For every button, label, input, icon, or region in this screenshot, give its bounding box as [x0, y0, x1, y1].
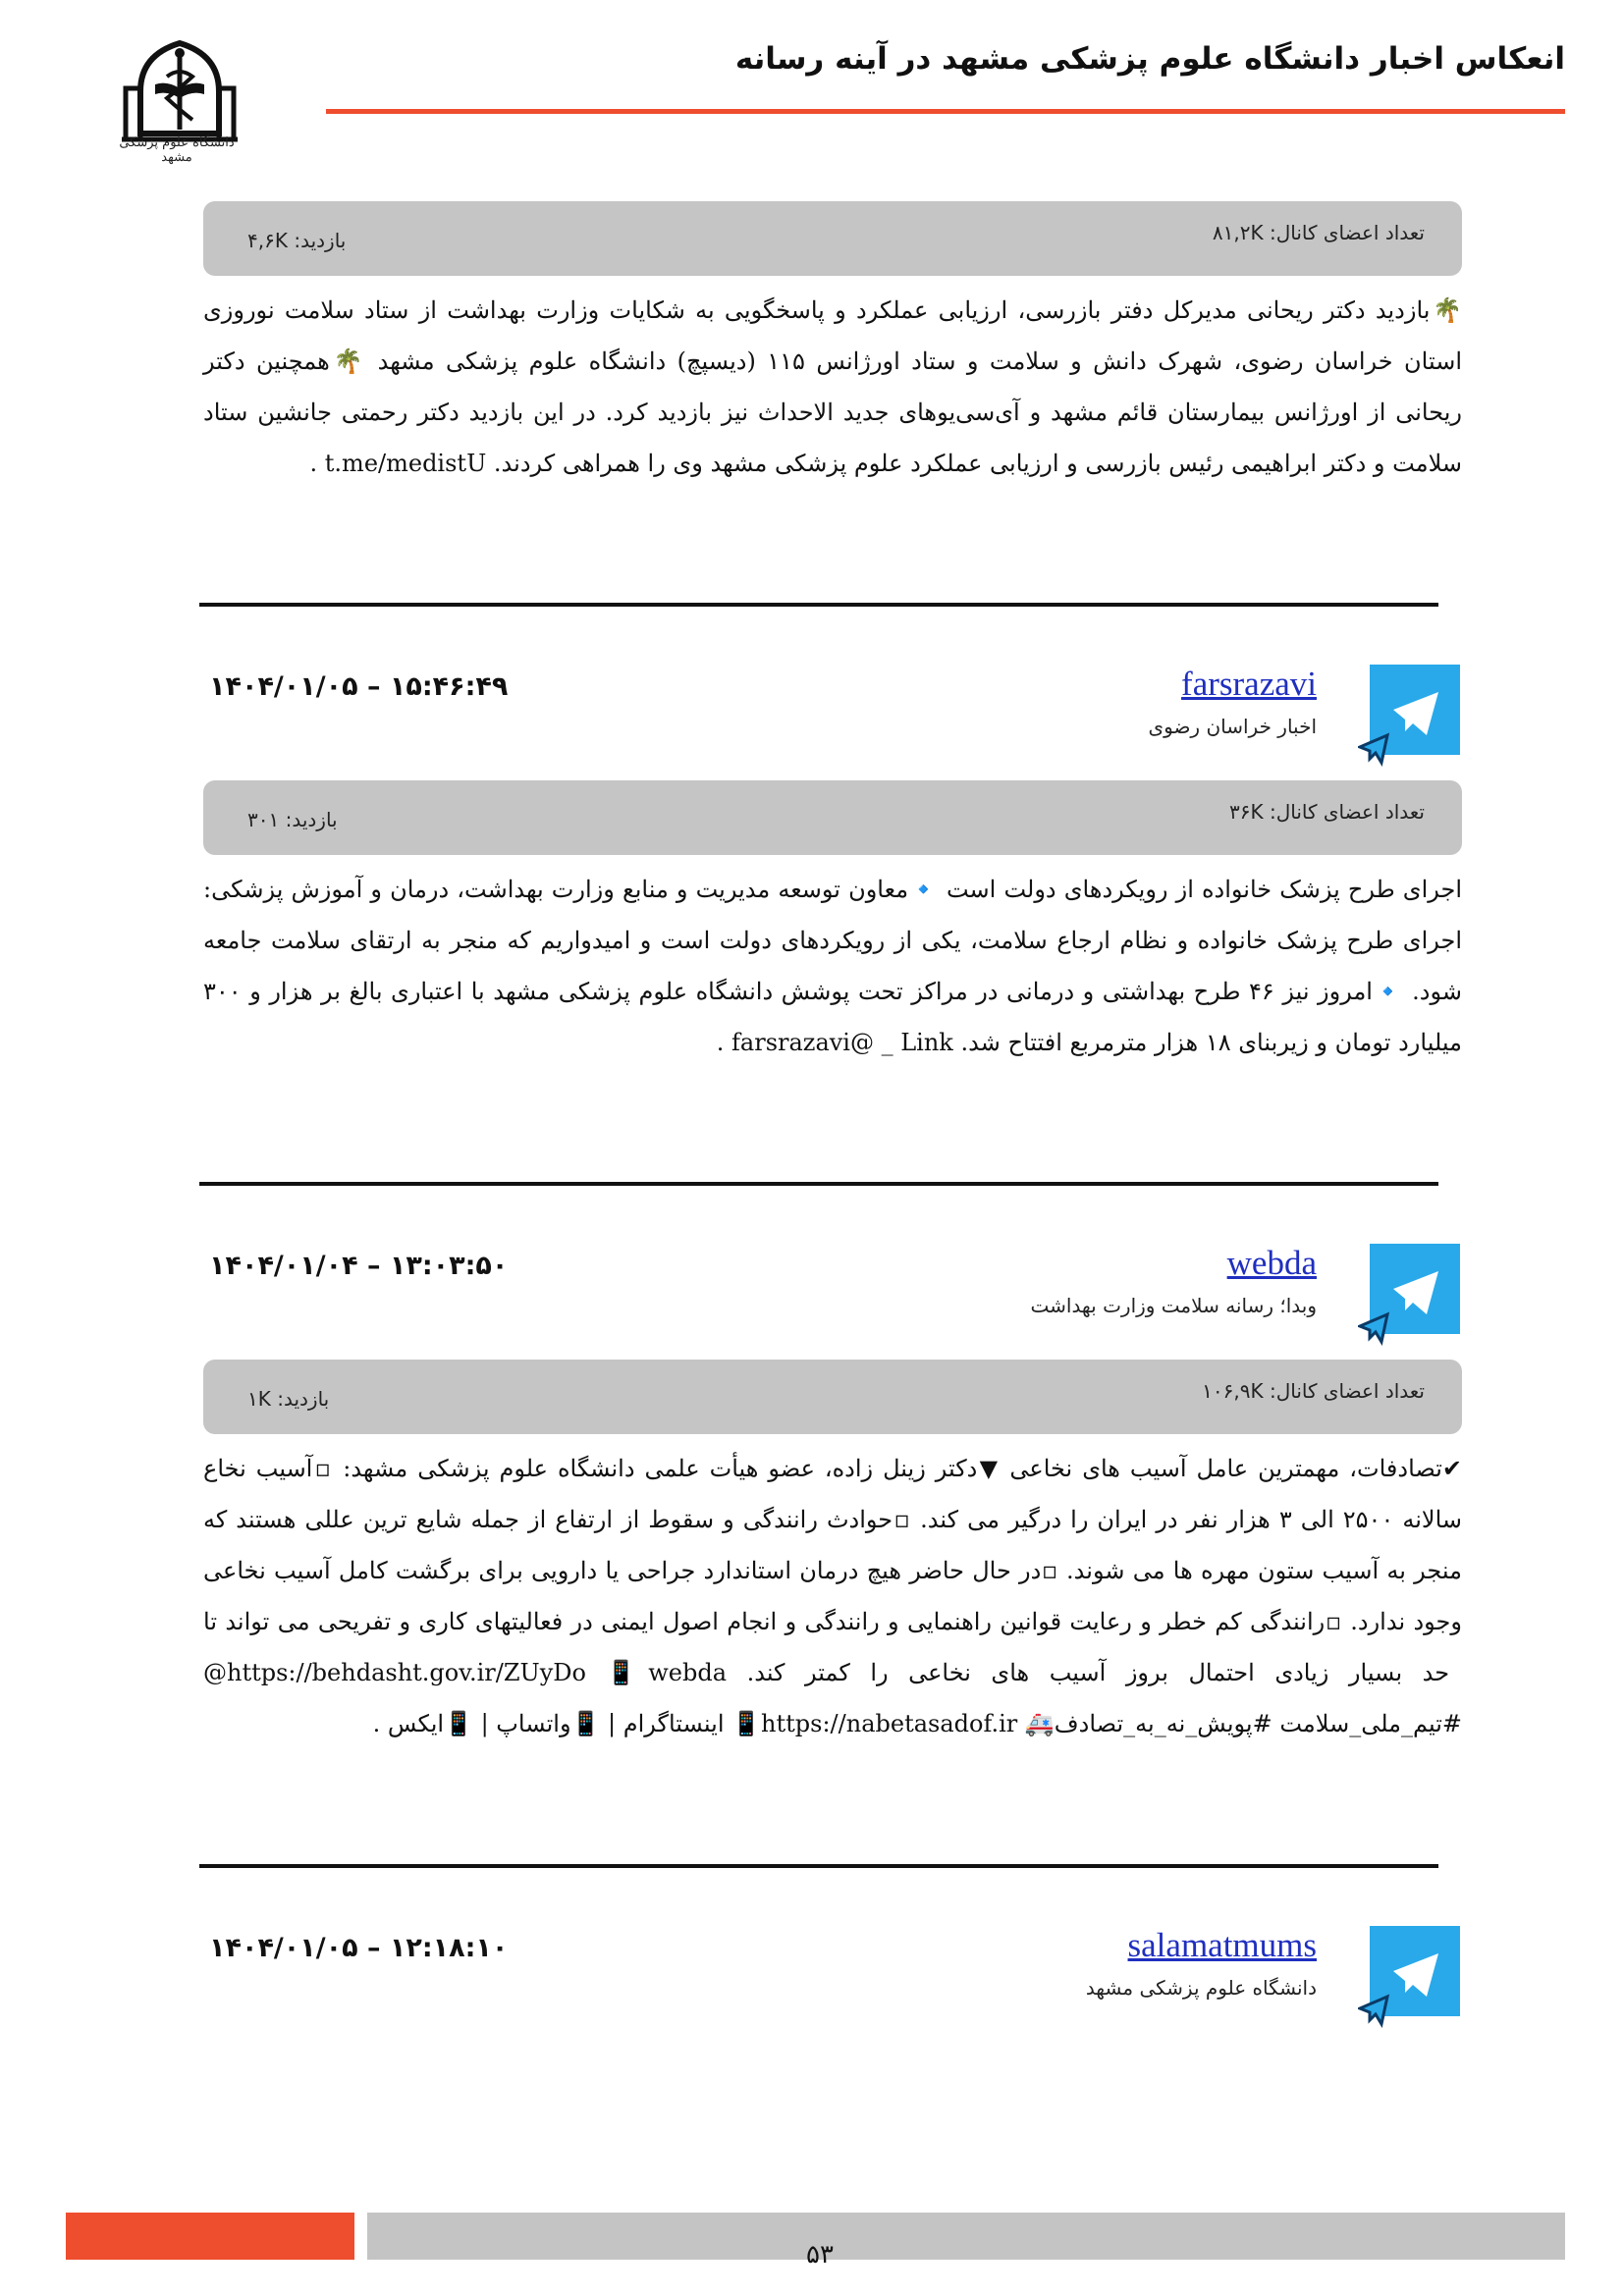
post-timestamp: ۱۴۰۴/۰۱/۰۵ – ۱۲:۱۸:۱۰ [209, 1933, 509, 1963]
telegram-icon [1358, 1926, 1460, 2028]
post-text: اجرای طرح پزشک خانواده از رویکردهای دولت است 🔹معاون توسعه مدیریت و منابع وزارت بهداشت، درمان و آموزش پزشکی: اجرای طرح پزشک خانواده و نظام ارجاع سلامت، یکی از رویکردهای دولت است و امیدواریم که منجر به ارتقای سلامت جامعه شود. 🔹امروز نیز ۴۶ طرح بهداشتی و درمانی در مراکز تحت پوشش دانشگاه علوم پزشکی مشهد با اعتباری بالغ بر هزار و ۳۰۰ میلیارد تومان و زیربنای ۱۸ هزار مترمربع افتتاح شد. farsrazavi@ _ Link . [203, 876, 1462, 1056]
channel-name: وبدا؛ رسانه سلامت وزارت بهداشت [1030, 1294, 1317, 1317]
telegram-icon [1358, 665, 1460, 767]
view-count: بازدید: ۱K [247, 1387, 330, 1411]
page-number: ۵۳ [806, 2240, 834, 2269]
channel-link[interactable]: webda [1226, 1244, 1317, 1282]
post-divider [199, 603, 1438, 607]
post-timestamp: ۱۴۰۴/۰۱/۰۴ – ۱۳:۰۳:۵۰ [209, 1251, 509, 1281]
page-header-title: انعکاس اخبار دانشگاه علوم پزشکی مشهد در آینه رسانه [734, 41, 1565, 77]
channel-link[interactable]: salamatmums [1127, 1926, 1317, 1964]
logo-caption: دانشگاه علوم پزشکی مشهد [119, 135, 235, 165]
post-stats-bar [203, 780, 1462, 855]
post-timestamp: ۱۴۰۴/۰۱/۰۵ – ۱۵:۴۶:۴۹ [209, 671, 509, 702]
header-accent-line [326, 109, 1565, 114]
channel-name: اخبار خراسان رضوی [1148, 715, 1317, 738]
channel-member-count: تعداد اعضای کانال: ۱۰۶,۹K [1202, 1379, 1425, 1403]
post-text: 🌴بازدید دکتر ریحانی مدیرکل دفتر بازرسی، ارزیابی عملکرد و پاسخگویی به شکایات وزارت بهداشت از ستاد سلامت نوروزی استان خراسان رضوی، شهرک دانش و سلامت و ستاد اورژانس ۱۱۵ (دیسپچ) دانشگاه علوم پزشکی مشهد 🌴همچنین دکتر ریحانی از اورژانس بیمارستان قائم مشهد و آی‌سی‌یوهای جدید الاحداث نیز بازدید کرد. در این بازدید دکتر رحمتی جانشین ستاد سلامت و دکتر ابراهیمی رئیس بازرسی و ارزیابی عملکرد علوم پزشکی مشهد وی را همراهی کردند. t.me/medistU . [203, 296, 1462, 477]
post-divider [199, 1864, 1438, 1868]
post-text: ✔تصادفات، مهمترین عامل آسیب های نخاعی ▼دکتر زینل زاده، عضو هیأت علمی دانشگاه علوم پزشکی مشهد: ▫آسیب نخاع سالانه ۲۵۰۰ الی ۳ هزار نفر در ایران را درگیر می کند. ▫حوادث رانندگی و سقوط از ارتفاع از جمله شایع ترین عللی هستند که منجر به آسیب ستون مهره ها می شوند. ▫در حال حاضر هیچ درمان استاندارد جراحی یا دارویی برای برگشت کامل آسیب نخاعی وجود ندارد. ▫رانندگی کم خطر و رعایت قوانین راهنمایی و رانندگی و انجام اصول ایمنی در فعالیتهای کاری و تفریحی می تواند تا حد بسیار زیادی احتمال بروز آسیب های نخاعی را کمتر کند. https://behdasht.gov.ir/ZUyDo 📱webda@ #تیم_ملی_سلامت #پویش_نه_به_تصادف🚑 https://nabetasadof.ir📱 اینستاگرام | 📱واتساپ | 📱ایکس . [203, 1455, 1462, 1737]
view-count: بازدید: ۴,۶K [247, 229, 347, 252]
channel-member-count: تعداد اعضای کانال: ۸۱,۲K [1212, 221, 1425, 244]
channel-member-count: تعداد اعضای کانال: ۳۶K [1229, 800, 1425, 824]
channel-name: دانشگاه علوم پزشکی مشهد [1085, 1976, 1317, 2000]
telegram-icon [1358, 1244, 1460, 1346]
post-stats-bar [203, 1360, 1462, 1434]
view-count: بازدید: ۳۰۱ [247, 808, 338, 831]
channel-link[interactable]: farsrazavi [1181, 665, 1317, 703]
post-stats-bar [203, 201, 1462, 276]
footer-gray-bar [367, 2213, 1565, 2260]
post-divider [199, 1182, 1438, 1186]
footer-accent-bar [66, 2213, 354, 2260]
